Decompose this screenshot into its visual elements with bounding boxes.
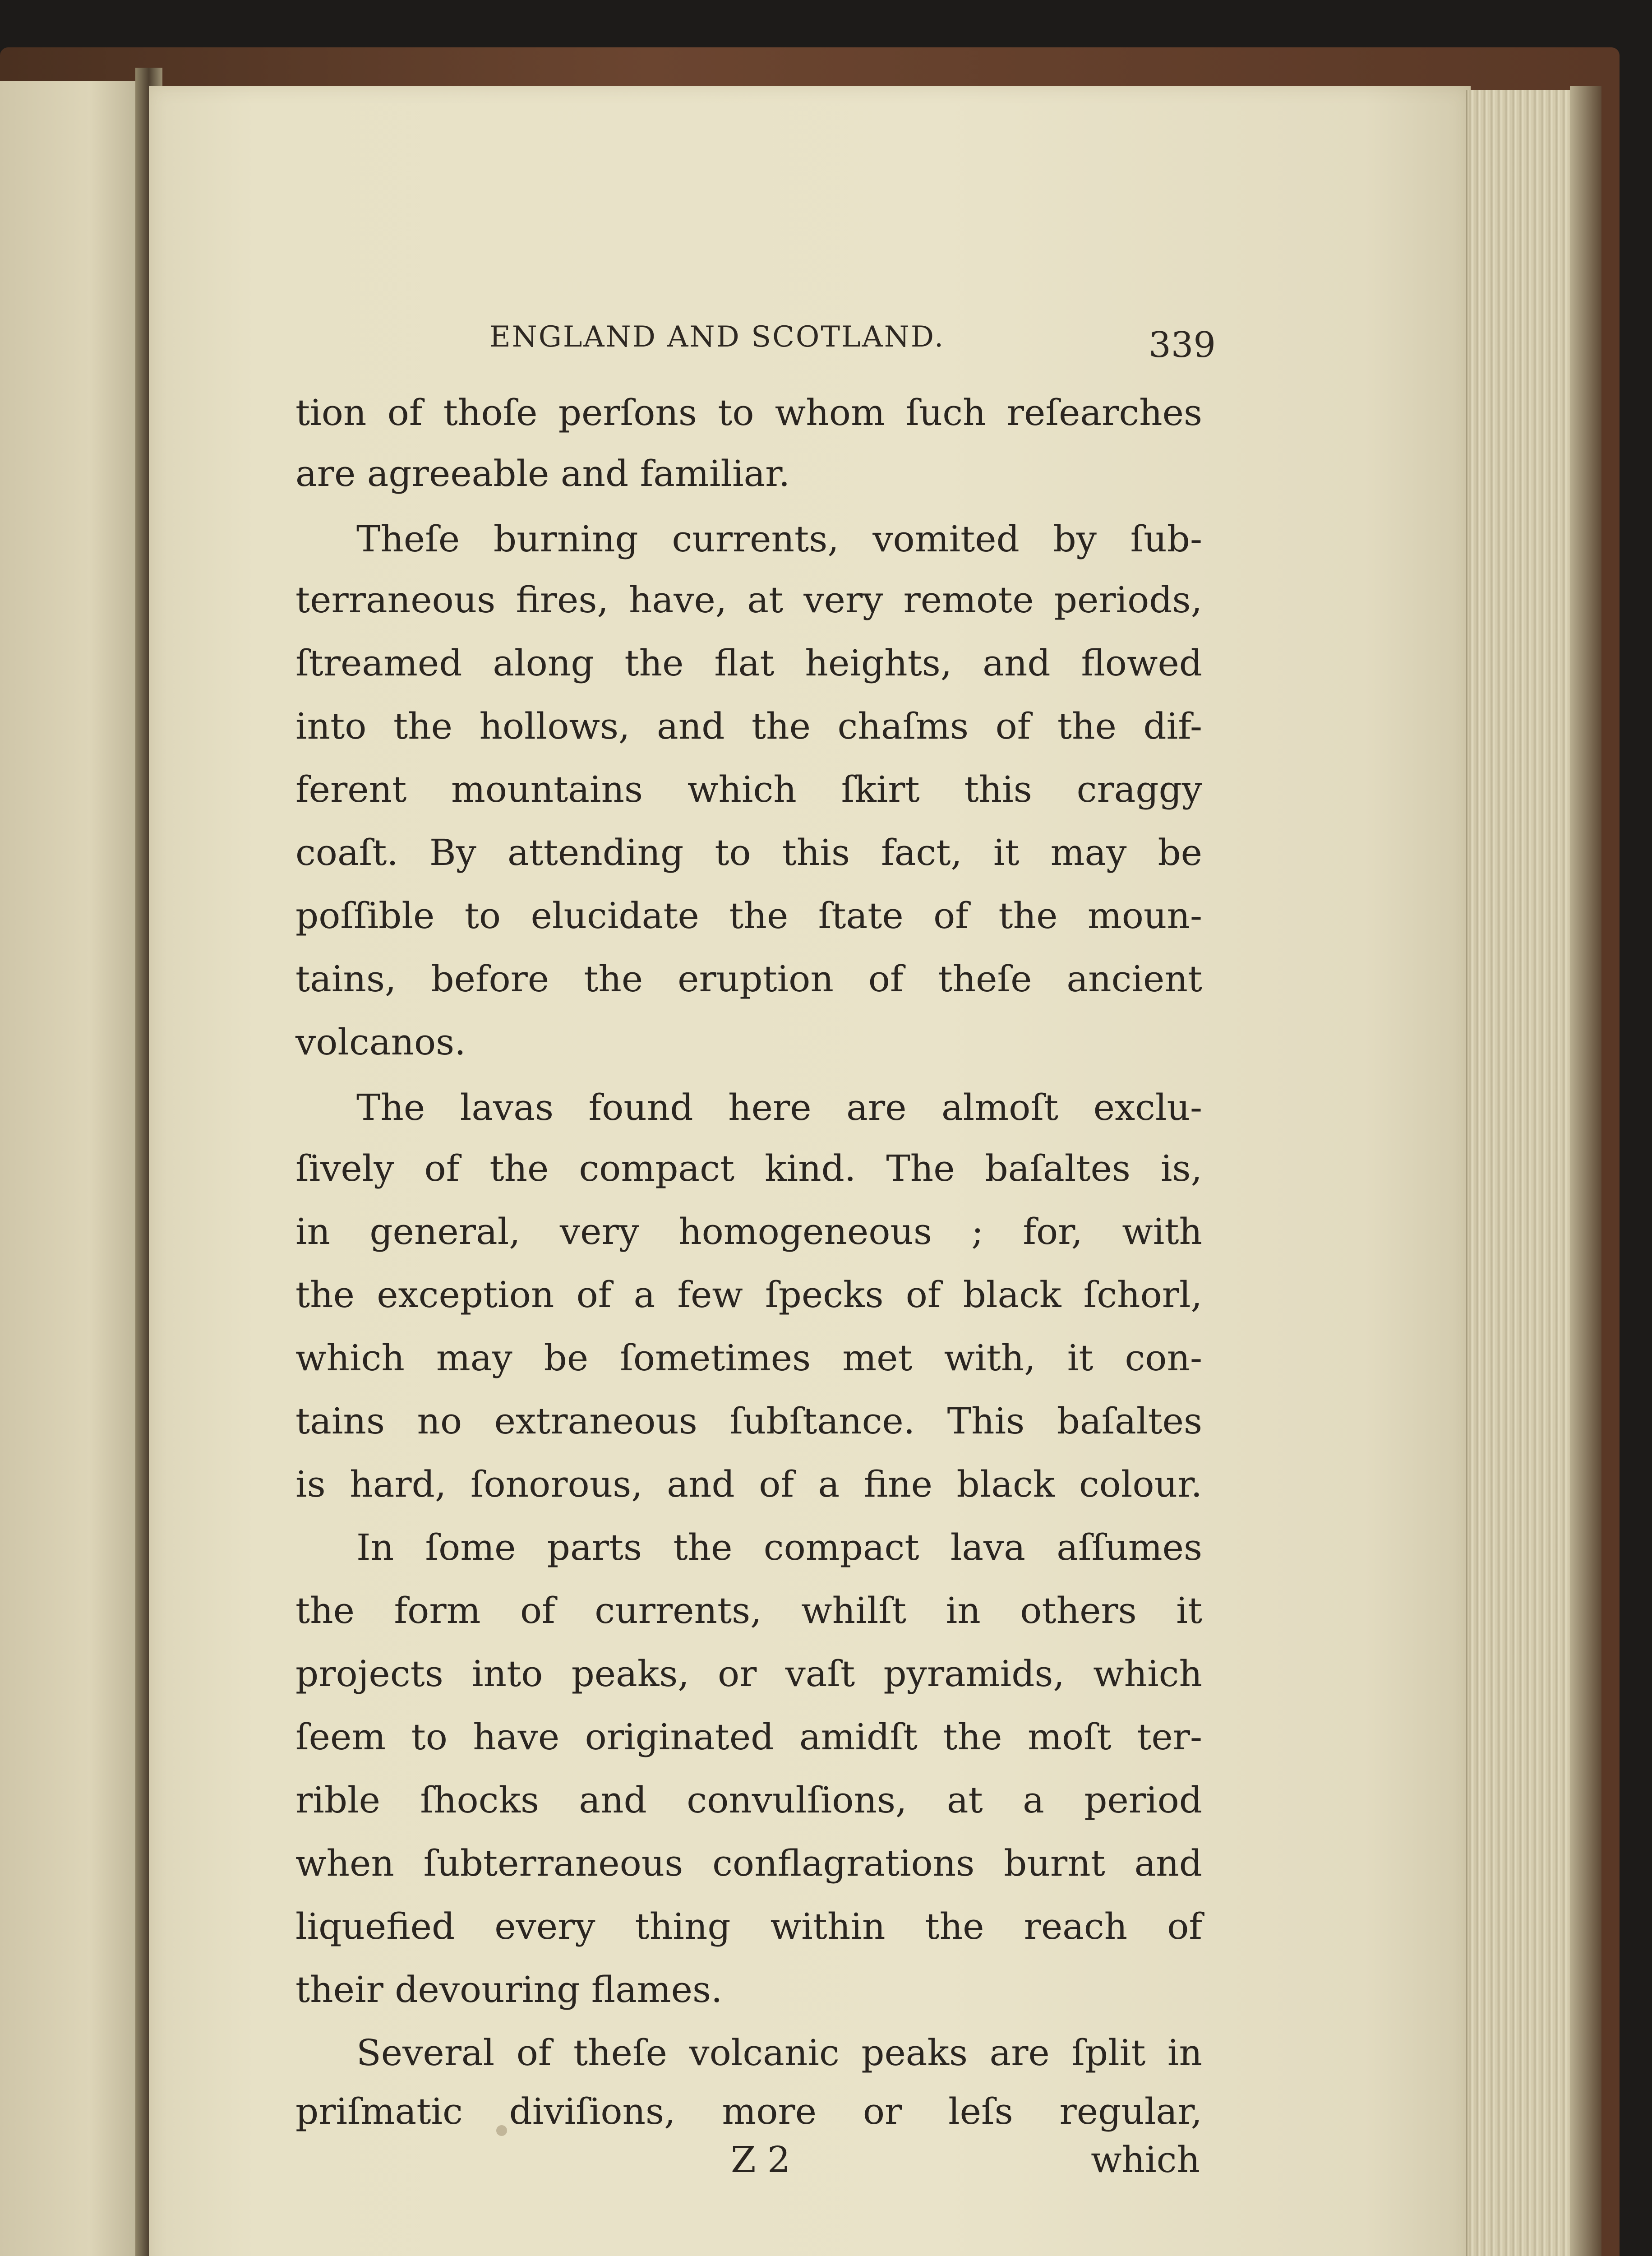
running-head: ENGLAND AND SCOTLAND. — [489, 320, 945, 354]
text-line: rible ſhocks and convulſions, at a period — [295, 1779, 1202, 1821]
page-footer — [731, 2139, 1200, 2188]
text-line: is hard, ſonorous, and of a fine black colour. — [295, 1463, 1202, 1505]
text-line: tains, before the eruption of theſe ancient — [295, 958, 1202, 1000]
text-line: coaſt. By attending to this fact, it may be — [295, 832, 1202, 874]
text-line: the form of currents, whilſt in others it — [295, 1590, 1202, 1632]
ink-speck — [496, 2125, 507, 2136]
text-line: projects into peaks, or vaſt pyramids, which — [295, 1653, 1202, 1695]
page-header — [489, 320, 1216, 374]
text-line: terraneous fires, have, at very remote periods, — [295, 579, 1202, 621]
text-line: when ſubterraneous conflagrations burnt and — [295, 1842, 1202, 1884]
text-line: into the hollows, and the chaſms of the dif- — [295, 705, 1202, 747]
text-line: priſmatic diviſions, more or leſs regular, — [295, 2090, 1202, 2132]
text-line: The lavas found here are almoſt exclu- — [356, 1086, 1202, 1128]
text-line: liquefied every thing within the reach of — [295, 1905, 1202, 1947]
text-line: ſively of the compact kind. The baſaltes is, — [295, 1147, 1202, 1189]
text-line: ſtreamed along the flat heights, and flowed — [295, 642, 1202, 684]
signature-mark: Z 2 — [731, 2139, 790, 2181]
text-line: In ſome parts the compact lava aſſumes — [356, 1526, 1202, 1568]
text-line: are agreeable and familiar. — [295, 453, 790, 495]
text-line: Several of theſe volcanic peaks are ſplit in — [356, 2032, 1202, 2074]
text-line: tains no extraneous ſubſtance. This baſaltes — [295, 1400, 1202, 1442]
page-edge-shadow — [1570, 86, 1601, 2256]
catchword: which — [1091, 2139, 1200, 2181]
facing-page — [0, 81, 149, 2256]
text-line: tion of thoſe perſons to whom ſuch reſearches — [295, 392, 1202, 434]
page-edges — [1466, 90, 1576, 2256]
text-line: their devouring flames. — [295, 1969, 723, 2011]
text-line: poſſible to elucidate the ſtate of the moun- — [295, 895, 1202, 937]
text-line: ſeem to have originated amidſt the moſt ter- — [295, 1716, 1202, 1758]
text-line: Theſe burning currents, vomited by ſub- — [356, 518, 1202, 560]
text-line: which may be ſometimes met with, it con- — [295, 1337, 1202, 1379]
text-line: ferent mountains which ſkirt this craggy — [295, 768, 1202, 810]
text-line: in general, very homogeneous ; for, with — [295, 1211, 1202, 1253]
text-line: volcanos. — [295, 1021, 466, 1063]
page-number: 339 — [1149, 325, 1216, 365]
text-line: the exception of a few ſpecks of black ſchorl, — [295, 1274, 1202, 1316]
